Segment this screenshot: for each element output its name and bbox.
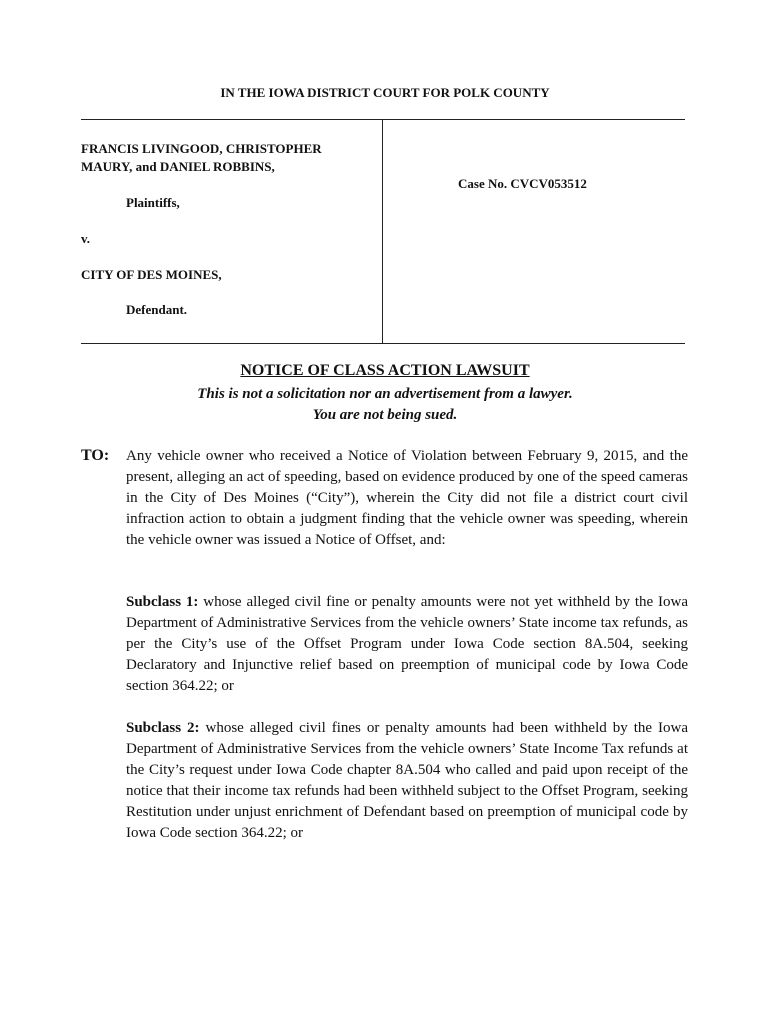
caption-divider bbox=[382, 120, 383, 343]
notice-subtitle-line-2: You are not being sued. bbox=[312, 407, 458, 423]
notice-subtitle bbox=[0, 384, 770, 426]
notice-title: NOTICE OF CLASS ACTION LAWSUIT bbox=[240, 362, 530, 379]
plaintiffs-names: FRANCIS LIVINGOOD, CHRISTOPHER MAURY, and DANIEL ROBBINS, bbox=[81, 141, 322, 174]
subclass-1-paragraph bbox=[126, 592, 688, 697]
notice-subtitle-line-1: This is not a solicitation nor an advertisement from a lawyer. bbox=[197, 386, 573, 402]
court-header: IN THE IOWA DISTRICT COURT FOR POLK COUNTY bbox=[220, 85, 550, 100]
versus-label: v. bbox=[81, 231, 91, 246]
subclass-2-label: Subclass 2: bbox=[126, 720, 200, 736]
subclass-1-label: Subclass 1: bbox=[126, 594, 199, 610]
case-number: Case No. CVCV053512 bbox=[458, 176, 587, 191]
to-paragraph: Any vehicle owner who received a Notice of Violation between February 9, 2015, and the present, alleging an act of speeding, based on evidence produced by one of the speed cameras in the City of Des Moines (“City”), wherein the City did not file a district court civil infraction action to obtain a judgment finding that the vehicle owner was speeding, wherein the vehicle owner was issued a Notice of Offset, and: bbox=[126, 448, 688, 548]
subclass-2-text: whose alleged civil fines or penalty amounts had been withheld by the Iowa Department of Administrative Services from the vehicle owners’ State Income Tax refunds at the City’s request under Iowa Code chapter 8A.504 who called and paid upon receipt of the notice that their income tax refunds had been withheld subject to the Offset Program, seeking Restitution under unjust enrichment of Defendant based on preemption of municipal code by Iowa Code section 364.22; or bbox=[126, 720, 688, 841]
case-caption bbox=[81, 119, 685, 344]
plaintiffs-label: Plaintiffs, bbox=[126, 195, 180, 210]
defendant-label: Defendant. bbox=[126, 302, 188, 317]
defendant-name: CITY OF DES MOINES, bbox=[81, 267, 222, 282]
to-label: TO: bbox=[81, 447, 110, 464]
subclass-1-text: whose alleged civil fine or penalty amounts were not yet withheld by the Iowa Department of Administrative Services from the vehicle owners’ State income tax refunds, as per the City’s use of the Offset Program under Iowa Code section 8A.504, seeking Declaratory and Injunctive relief based on preemption of municipal code by Iowa Code section 364.22; or bbox=[126, 594, 688, 694]
subclass-2-paragraph bbox=[126, 718, 688, 844]
